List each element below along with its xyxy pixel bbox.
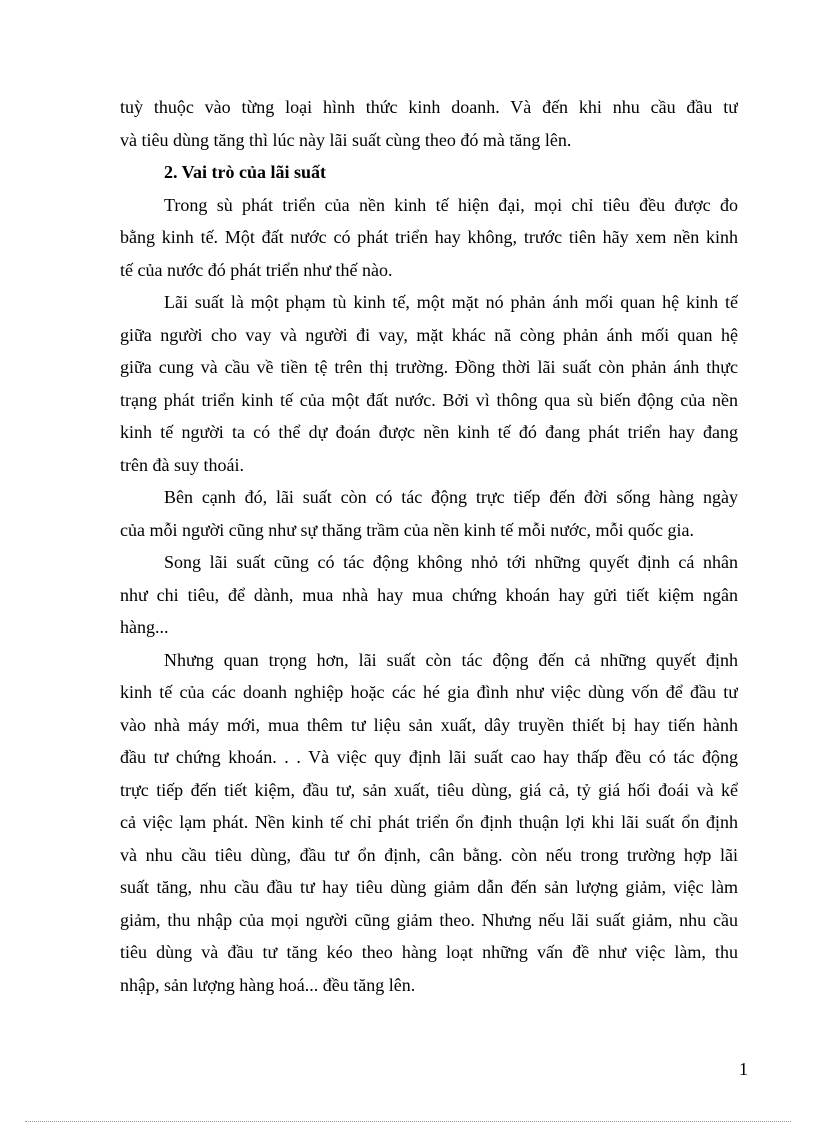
text-line: và nhu cầu tiêu dùng, đầu tư ổn định, cân bằng. còn nếu trong trường hợp lãi [120,844,738,865]
paragraph-first-line: Lãi suất là một phạm tù kinh tế, một mặt nó phản ánh mối quan hệ kinh tế [164,292,738,312]
paragraph-first-line: Nhưng quan trọng hơn, lãi suất còn tác động đến cả những quyết định [164,649,738,670]
paragraph-last-line: nhập, sản lượng hàng hoá... đều tăng lên. [120,974,416,995]
text-line: như chi tiêu, để dành, mua nhà hay mua chứng khoán hay gửi tiết kiệm ngân [120,584,738,605]
text-line: tiêu dùng và đầu tư tăng kéo theo hàng loạt những vấn đề như việc làm, thu [120,942,738,962]
text-line: giữa cung và cầu về tiền tệ trên thị trường. Đồng thời lãi suất còn phản ánh thực [120,357,738,377]
document-body [120,91,738,1001]
text-line: suất tăng, nhu cầu đầu tư hay tiêu dùng giảm dẫn đến sản lượng giảm, việc làm [120,877,738,897]
paragraph-last-line: tế của nước đó phát triển như thế nào. [120,259,393,280]
text-line: kinh tế của các doanh nghiệp hoặc các hé gia đình như việc dùng vốn để đầu tư [120,682,738,702]
paragraph-first-line: Trong sù phát triển của nền kinh tế hiện đại, mọi chỉ tiêu đều được đo [164,194,738,215]
page-number: 1 [739,1059,748,1079]
text-line: trực tiếp đến tiết kiệm, đầu tư, sản xuất, tiêu dùng, giá cả, tỷ giá hối đoái và kể [120,779,738,800]
text-line: đầu tư chứng khoán. . . Và việc quy định lãi suất cao hay thấp đều có tác động [120,747,738,767]
paragraph-first-line: Song lãi suất cũng có tác động không nhỏ tới những quyết định cá nhân [164,552,738,572]
text-line: tuỳ thuộc vào từng loại hình thức kinh doanh. Và đến khi nhu cầu đầu tư [120,97,738,117]
text-line: cả việc lạm phát. Nền kinh tế chỉ phát triển ổn định thuận lợi khi lãi suất ổn định [120,812,738,832]
footer-rule [25,1121,791,1122]
text-line: kinh tế người ta có thể dự đoán được nền kinh tế đó đang phát triển hay đang [120,422,738,442]
text-line: bằng kinh tế. Một đất nước có phát triển hay không, trước tiên hãy xem nền kinh [120,227,738,247]
paragraph-last-line: và tiêu dùng tăng thì lúc này lãi suất cùng theo đó mà tăng lên. [120,129,572,150]
paragraph-last-line: hàng... [120,617,169,637]
text-line: trạng phát triển kinh tế của một đất nước. Bởi vì thông qua sù biến động của nền [120,389,738,410]
text-line: vào nhà máy mới, mua thêm tư liệu sản xuất, dây truyền thiết bị hay tiến hành [120,714,738,735]
paragraph-first-line: Bên cạnh đó, lãi suất còn có tác động trực tiếp đến đời sống hàng ngày [164,487,738,507]
text-line: giữa người cho vay và người đi vay, mặt khác nã còng phản ánh mối quan hệ [120,324,738,345]
text-line: giảm, thu nhập của mọi người cũng giảm theo. Nhưng nếu lãi suất giảm, nhu cầu [120,909,738,930]
paragraph-last-line: của mỗi người cũng như sự thăng trầm của nền kinh tế mỗi nước, mỗi quốc gia. [120,519,694,540]
paragraph-last-line: trên đà suy thoái. [120,454,244,475]
section-heading: 2. Vai trò của lãi suất [164,162,327,182]
